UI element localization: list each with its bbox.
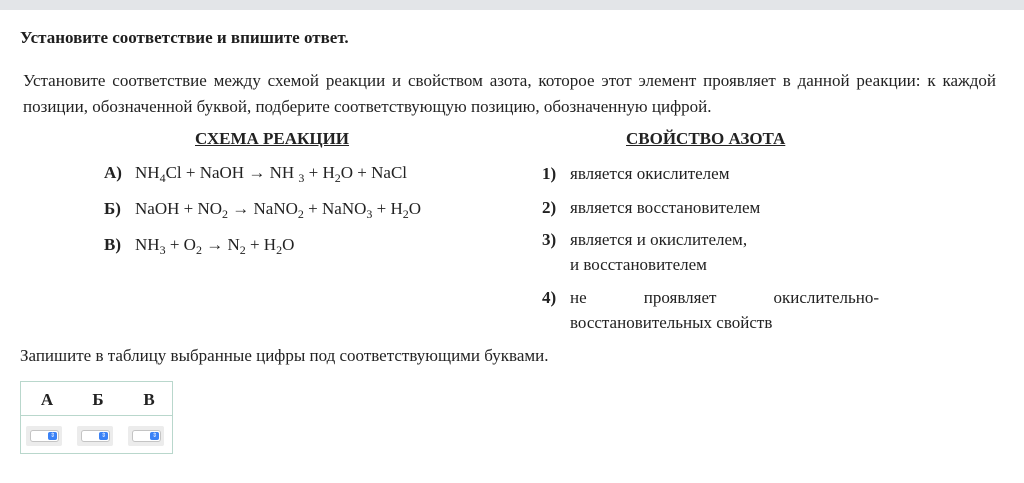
top-bar (0, 0, 1024, 10)
reaction-v: В) $NH_3 + O_2 \to N_2 + H_2O$ (104, 235, 295, 257)
answer-header-v: В (143, 390, 155, 409)
property-number: 2) (542, 198, 557, 217)
property-text-line2: восстановительных свойств (570, 313, 773, 332)
nitrogen-property-heading: СВОЙСТВО АЗОТА (626, 129, 786, 148)
property-text-line2: и восстановителем (570, 255, 707, 274)
reaction-a: А) $NH_4Cl$ + NaOH → NH $_3 + H_2O$ + NaCl (104, 163, 408, 185)
answer-table (20, 381, 173, 454)
property-word: не (570, 288, 587, 307)
property-text-line1 (570, 285, 879, 310)
select-box[interactable] (132, 430, 161, 442)
task-title: Установите соответствие и впишите ответ. (20, 28, 349, 47)
task-statement: Установите соответствие между схемой реакции и свойством азота, которое этот элемент проявляет в данной реакции: к каждой позиции, обозначенной буквой, подберите соответствующую позицию, обозначенную цифрой. (23, 71, 996, 116)
answer-header-b: Б (92, 390, 104, 409)
updown-chevron-icon: ⇕ (49, 432, 56, 439)
select-box[interactable] (81, 430, 110, 442)
reaction-label: А) (104, 163, 122, 182)
property-word: окислительно- (773, 288, 879, 307)
property-number: 1) (542, 164, 557, 183)
updown-chevron-icon: ⇕ (100, 432, 107, 439)
property-text: является восстановителем (570, 198, 761, 217)
updown-chevron-icon: ⇕ (151, 432, 158, 439)
property-number: 3) (542, 230, 557, 249)
reaction-scheme-heading: СХЕМА РЕАКЦИИ (195, 129, 350, 148)
answer-instruction: Запишите в таблицу выбранные цифры под соответствующими буквами. (20, 346, 549, 365)
answer-select-b[interactable] (77, 426, 113, 446)
property-word: проявляет (643, 288, 717, 307)
property-number: 4) (542, 288, 557, 307)
select-box[interactable] (30, 430, 59, 442)
reaction-label: Б) (104, 199, 121, 218)
property-text: является окислителем (570, 164, 730, 183)
reaction-label: В) (104, 235, 121, 254)
table-divider (21, 415, 172, 416)
answer-select-a[interactable] (26, 426, 62, 446)
answer-header-a: А (40, 390, 54, 409)
reaction-b: Б) NaOH + $NO_2$ → NaNO$_2$ + NaNO$_3$ + $H_2O$ (104, 199, 422, 221)
answer-select-v[interactable] (128, 426, 164, 446)
property-text-line1: является и окислителем, (570, 230, 748, 249)
